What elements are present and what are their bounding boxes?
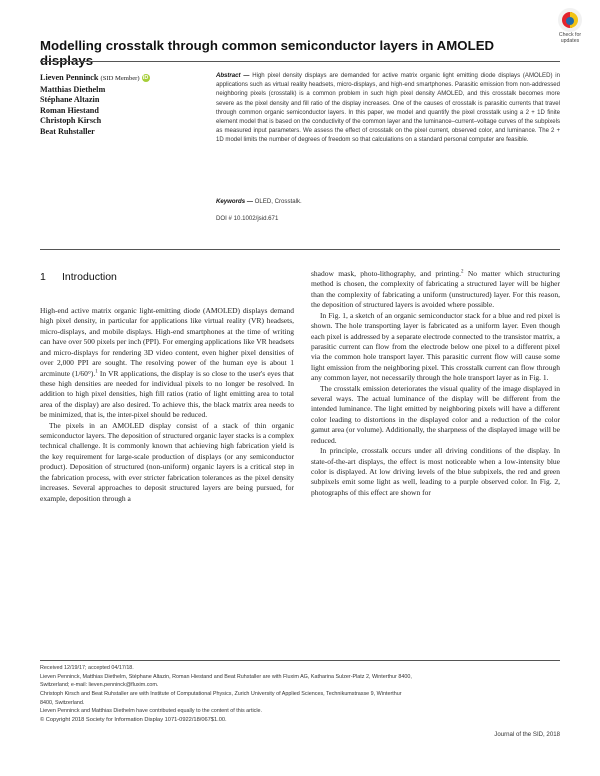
paragraph: The pixels in an AMOLED display consist of a stack of thin organic semiconductor layers. The deposition of structured organic layer stacks is a complex technical challenge. It is commonly known that achieving high fabrication yield is the key requirement for large-scale production of displays (or any semiconductor product). Deposition of structured (non-uniform) organic layers is a critical step in the fabrication process, with ever stricter fabrication tolerances as the pixel density increases. Several approaches to deposit structured layers are being pursued, for example, deposition through a bbox=[40, 420, 294, 503]
footnote: Received 12/19/17; accepted 04/17/18. bbox=[40, 665, 134, 671]
author-name: Lieven Penninck (SID Member) iD bbox=[40, 73, 149, 82]
footnote: Switzerland; e-mail: lieven.penninck@fluxim.com. bbox=[40, 682, 159, 689]
journal-footer: Journal of the SID, 2018 bbox=[494, 731, 560, 738]
footnote: 8400, Switzerland. bbox=[40, 699, 85, 706]
citation: 1 bbox=[95, 369, 98, 375]
section-title: Introduction bbox=[62, 271, 117, 283]
paragraph: The crosstalk emission deteriorates the visual quality of the image displayed in several ways. The actual luminance of the display will be different from the intended luminance. The light emitted by neighboring pixels will have a different color leading to distortions in the displayed color and a reduction of the color gamut area (or volume). Additionally, the sharpness of the displayed image will be reduced. bbox=[311, 383, 560, 445]
doi[interactable]: DOI # 10.1002/jsid.671 bbox=[216, 215, 279, 222]
section-number: 1 bbox=[40, 271, 46, 283]
crossmark-icon bbox=[558, 8, 582, 32]
abstract-text: High pixel density displays are demanded for active matrix organic light emitting diode displays (AMOLED) in applications such as virtual reality headsets, micro-displays, and high-end smartphones. Parasitic emission from non-addressed neighboring pixels (crosstalk) is a common problem in such high pixel density AMOLED, and this crosstalk becomes more severe as the pixel density and fill ratio of the display increases. One of the causes of crosstalk is parasitic currents that travel through common organic semiconductor layers. In this paper, we model and quantify the pixel crosstalk using a 2 + 1D finite element model that is based on the conductivity of the common layer and the luminance–current–voltage curves of the subpixels as measured input parameters. We assess the effect of crosstalk on the pixel current, observed color, and luminance. The 2 + 1D model limits the number of degrees of freedom so that calculations on a standard personal computer are feasible. bbox=[216, 73, 560, 144]
author-name: Christoph Kirsch bbox=[40, 116, 102, 126]
right-column bbox=[311, 269, 560, 498]
section-heading bbox=[40, 271, 117, 283]
author-name: Stéphane Altazin bbox=[40, 95, 100, 105]
copyright: © Copyright 2018 Society for Information Display 1071-0922/18/067$1.00. bbox=[40, 717, 227, 723]
citation: 2 bbox=[460, 269, 464, 275]
author-name: Matthias Diethelm bbox=[40, 84, 106, 94]
section-rule bbox=[40, 249, 560, 250]
keywords-label: Keywords — bbox=[216, 198, 253, 205]
abstract bbox=[216, 72, 560, 146]
author-name: Beat Ruhstaller bbox=[40, 126, 95, 136]
left-column bbox=[40, 306, 294, 504]
author-list bbox=[40, 73, 150, 138]
footnote: Lieven Penninck and Matthias Diethelm have contributed equally to the content of this article. bbox=[40, 708, 263, 715]
keywords-text: OLED, Crosstalk. bbox=[254, 198, 302, 205]
paragraph: In principle, crosstalk occurs under all driving conditions of the display. In state-of-the-art displays, the effect is most noticeable when a low-intensity blue color is displayed. At low driving levels of the blue subpixels, the red and green subpixels emit some light as well, leading to a purple observed color. In Fig. 2, photographs of this effect are shown for bbox=[311, 446, 560, 497]
check-for-updates-label: Check for updates bbox=[558, 32, 582, 44]
title-rule bbox=[40, 61, 560, 62]
footnote: Lieven Penninck, Matthias Diethelm, Stéphane Altazin, Roman Hiestand and Beat Ruhstaller are with Fluxim AG, Katharina Sulzer-Platz 2, Winterthur 8400, bbox=[40, 673, 412, 680]
abstract-label: Abstract — bbox=[216, 73, 250, 79]
check-for-updates-badge[interactable] bbox=[548, 8, 592, 44]
author-name: Roman Hiestand bbox=[40, 105, 99, 115]
footnote: Christoph Kirsch and Beat Ruhstaller are with Institute of Computational Physics, Zurich University of Applied Sciences, Technikumstrasse 9, Winterthur bbox=[40, 690, 402, 697]
paper-title: Modelling crosstalk through common semiconductor layers in AMOLED displays bbox=[40, 38, 495, 68]
orcid-icon[interactable]: iD bbox=[142, 75, 149, 82]
footnote-rule bbox=[40, 660, 560, 661]
paragraph: shadow mask, photo-lithography, and printing.$^2$ No matter which structuring method is chosen, the complexity of fabricating a structured layer will be higher than the complexity of fabricating a uniform (unstructured) layer. For this reason, the deposition of structured layers is avoided where possible. bbox=[311, 269, 560, 310]
paragraph: In Fig. 1, a sketch of an organic semiconductor stack for a blue and red pixel is shown. The hole transporting layer is fabricated as a uniform layer. Even though each pixel is addressed by a separate electrode connected to the transistor matrix, a parasitic current can flow from the electrode below one pixel to a different pixel via the common hole transport layer. This parasitic current flow will cause some light emission from the neighboring pixel. This crosstalk current can flow through any common layer, not necessarily through the hole transport layer as in Fig. 1. bbox=[311, 310, 560, 383]
keywords bbox=[216, 198, 302, 205]
paragraph: High-end active matrix organic light-emitting diode (AMOLED) displays demand high pixel density, in particular for applications like virtual reality (VR) headsets, micro-displays, and mobile displays. High-end smartphones at the time of writing can have over 500 pixels per inch (PPI). For emerging applications like VR headsets and micro-displays for rendering 3D video content, even higher pixel densities of over 2,000 PPI are sought. The resolving power of the human eye is about 1 arcminute (1/60°).$^1$ In VR applications, the display is so close to the user's eyes that these high densities are needed for individual pixels to no longer be resolved. In addition to high pixel densities, high fill ratios (ratio of light emitting area to total area of the display) are also desired. To achieve this, the black matrix area needs to be minimized, that is, the inter-pixel should be reduced. bbox=[40, 306, 294, 420]
footnotes bbox=[40, 664, 560, 716]
